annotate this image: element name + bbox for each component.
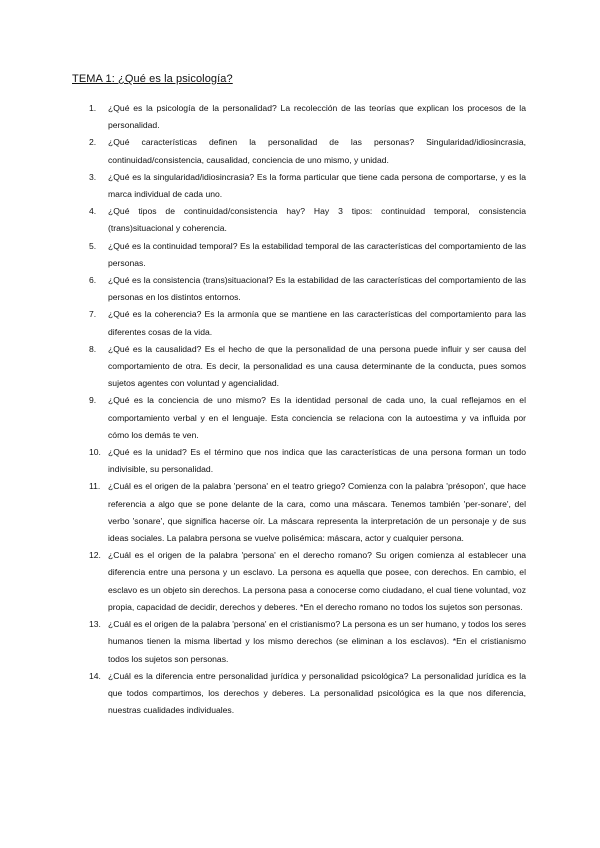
question-number: 14. (89, 670, 101, 681)
question-text: ¿Qué tipos de continuidad/consistencia hay? Hay 3 tipos: continuidad temporal, consistencia (trans)situacional y coherencia. (108, 206, 526, 234)
question-text: ¿Qué características definen la personalidad de las personas? Singularidad/idiosincrasia, continuidad/consistencia, causalidad, conciencia de uno mismo, y unidad. (108, 137, 526, 165)
question-text: ¿Qué es la unidad? Es el término que nos indica que las características de una persona forman un todo indivisible, su personalidad. (108, 447, 526, 475)
question-item (89, 616, 526, 668)
question-number: 11. (89, 481, 101, 492)
question-text: ¿Qué es la consistencia (trans)situacional? Es la estabilidad de las características del comportamiento de las personas en los distintos entornos. (108, 275, 526, 303)
question-text: ¿Qué es la conciencia de uno mismo? Es la identidad personal de cada uno, la cual reflejamos en el comportamiento verbal y en el lenguaje. Esta conciencia se relaciona con la autoestima y va influida por cómo los demás te ven. (108, 395, 526, 440)
question-item (89, 341, 526, 393)
question-number: 5. (89, 240, 97, 251)
question-text: ¿Qué es la continuidad temporal? Es la estabilidad temporal de las características del comportamiento de las personas. (108, 240, 526, 268)
question-text: ¿Cuál es el origen de la palabra 'persona' en el derecho romano? Su origen comienza al establecer una diferencia entre una persona y un esclavo. La persona es aquella que posee, con derechos. En cambio, el esclavo es un objeto sin derechos. La persona pasa a conocerse como ciudadano, el cual tiene voluntad, voz propia, capacidad de decidir, derechos y deberes. *En el derecho romano no todos los sujetos son personas. (108, 550, 526, 612)
question-item (89, 392, 526, 444)
question-text: ¿Cuál es la diferencia entre personalidad jurídica y personalidad psicológica? La personalidad jurídica es la que todos compartimos, los derechos y deberes. La personalidad psicológica es la que nos diferencia, nuestras cualidades individuales. (108, 670, 526, 716)
question-item (89, 238, 526, 272)
question-item (89, 169, 526, 203)
question-item (89, 100, 526, 134)
question-item (89, 272, 526, 306)
question-item (89, 306, 526, 340)
question-number: 12. (89, 550, 101, 561)
question-text: ¿Cuál es el origen de la palabra 'persona' en el cristianismo? La persona es un ser humano, y todos los seres humanos tienen la misma libertad y los mismo derechos (se eliminan a los esclavos). *En el cristianismo todos los sujetos son personas. (108, 619, 526, 664)
question-text: ¿Qué es la singularidad/idiosincrasia? Es la forma particular que tiene cada persona de comportarse, y es la marca individual de cada uno. (108, 171, 526, 200)
question-item (89, 547, 526, 616)
question-number: 1. (89, 103, 97, 113)
question-text: ¿Qué es la psicología de la personalidad? La recolección de las teorías que explican los procesos de la personalidad. (108, 103, 526, 131)
question-number: 4. (89, 206, 97, 217)
question-item (89, 478, 526, 547)
question-text: ¿Qué es la coherencia? Es la armonía que se mantiene en las características del comportamiento para las diferentes cosas de la vida. (108, 309, 526, 337)
document-title: TEMA 1: ¿Qué es la psicología? (72, 73, 233, 85)
question-item (89, 203, 526, 237)
question-item (89, 668, 526, 720)
question-number: 8. (89, 343, 97, 354)
question-text: ¿Cuál es el origen de la palabra 'persona' en el teatro griego? Comienza con la palabra 'présopon', que hace referencia a algo que se pone delante de la cara, como una máscara. Tenemos también 'per-sonare', del verbo 'sonare', que significa hacerse oír. La máscara representa la interpretación de un personaje y de sus ideas sociales. La palabra persona se vuelve polisémica: máscara, actor y cualquier persona. (108, 481, 526, 544)
question-text: ¿Qué es la causalidad? Es el hecho de que la personalidad de una persona puede influir y ser causa del comportamiento de otra. Es decir, la personalidad es una causa determinante de la conducta, pues somos sujetos agentes con voluntad y agencialidad. (108, 343, 526, 389)
question-number: 3. (89, 171, 97, 182)
question-number: 2. (89, 137, 97, 148)
question-number: 9. (89, 395, 97, 406)
question-number: 6. (89, 275, 97, 286)
question-item (89, 444, 526, 478)
question-number: 7. (89, 309, 97, 320)
question-item (89, 134, 526, 168)
question-number: 10. (89, 447, 101, 458)
question-number: 13. (89, 619, 101, 630)
question-list (89, 100, 526, 719)
